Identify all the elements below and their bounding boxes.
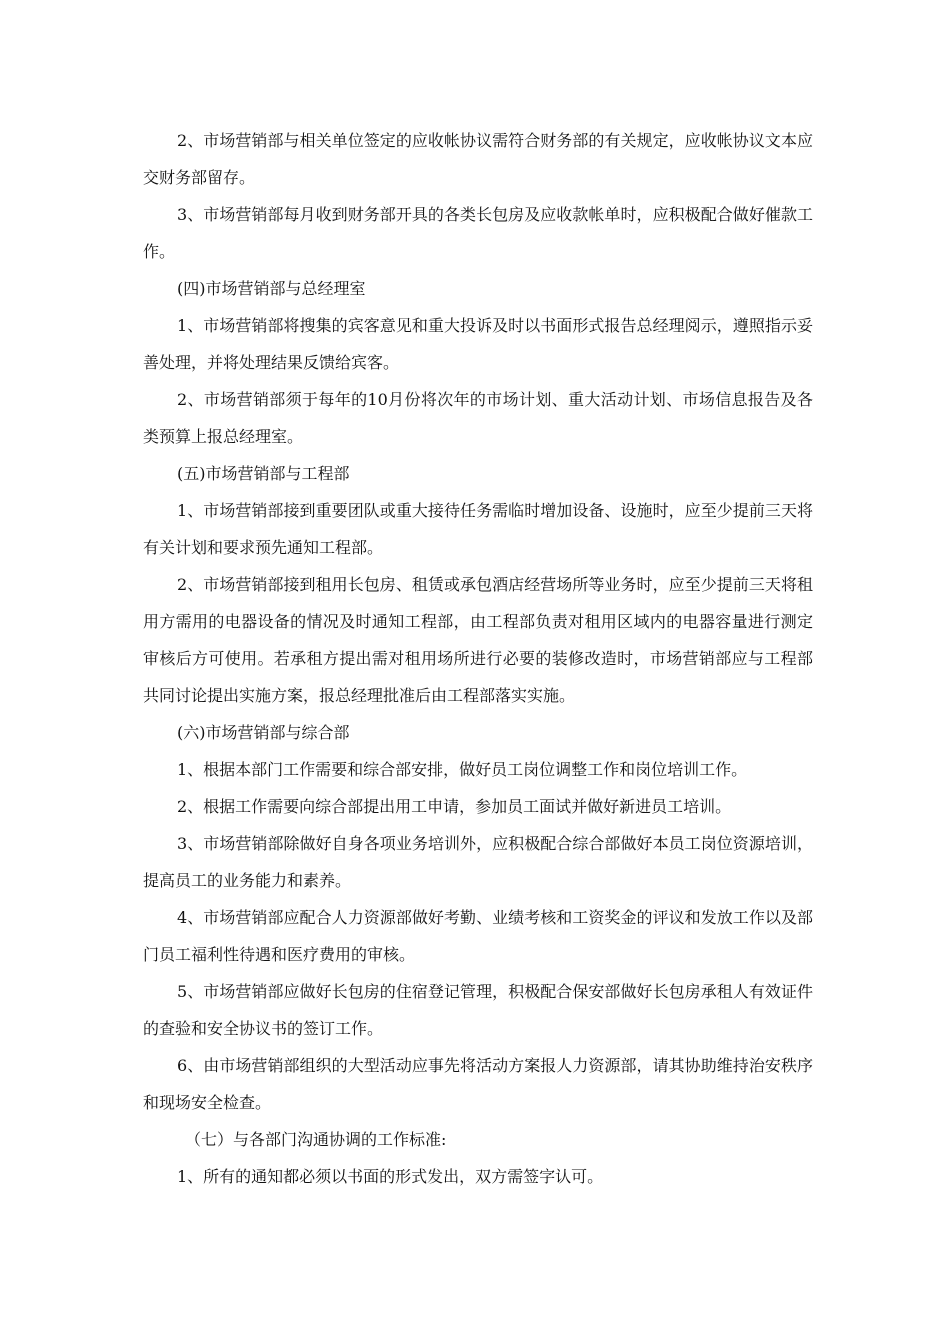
paragraph: 2、市场营销部接到租用长包房、租赁或承包酒店经营场所等业务时，应至少提前三天将租用方需用的电器设备的情况及时通知工程部，由工程部负责对租用区域内的电器容量进行测定审核后方可使用。若承租方提出需对租用场所进行必要的装修改造时，市场营销部应与工程部共同讨论提出实施方案，报总经理批准后由工程部落实实施。 [143,575,813,705]
section-heading: (四)市场营销部与总经理室 [177,279,366,298]
paragraph: 2、市场营销部须于每年的10月份将次年的市场计划、重大活动计划、市场信息报告及各类预算上报总经理室。 [143,390,813,446]
paragraph: 1、市场营销部将搜集的宾客意见和重大投诉及时以书面形式报告总经理阅示，遵照指示妥善处理，并将处理结果反馈给宾客。 [143,316,813,372]
section-heading: (五)市场营销部与工程部 [177,464,350,483]
paragraph: 2、市场营销部与相关单位签定的应收帐协议需符合财务部的有关规定，应收帐协议文本应交财务部留存。 [143,131,813,187]
document-body [143,122,813,1195]
paragraph: 1、市场营销部接到重要团队或重大接待任务需临时增加设备、设施时，应至少提前三天将有关计划和要求预先通知工程部。 [143,501,813,557]
paragraph: 6、由市场营销部组织的大型活动应事先将活动方案报人力资源部，请其协助维持治安秩序和现场安全检查。 [143,1056,813,1112]
paragraph: 3、市场营销部除做好自身各项业务培训外，应积极配合综合部做好本员工岗位资源培训，提高员工的业务能力和素养。 [143,834,813,890]
paragraph: 1、所有的通知都必须以书面的形式发出，双方需签字认可。 [177,1167,604,1186]
paragraph: 5、市场营销部应做好长包房的住宿登记管理，积极配合保安部做好长包房承租人有效证件的查验和安全协议书的签订工作。 [143,982,813,1038]
paragraph: 2、根据工作需要向综合部提出用工申请，参加员工面试并做好新进员工培训。 [177,797,732,816]
paragraph: 3、市场营销部每月收到财务部开具的各类长包房及应收款帐单时，应积极配合做好催款工作。 [143,205,813,261]
section-heading: （七）与各部门沟通协调的工作标准: [185,1130,447,1149]
section-heading: (六)市场营销部与综合部 [177,723,350,742]
paragraph: 4、市场营销部应配合人力资源部做好考勤、业绩考核和工资奖金的评议和发放工作以及部门员工福利性待遇和医疗费用的审核。 [143,908,813,964]
paragraph: 1、根据本部门工作需要和综合部安排，做好员工岗位调整工作和岗位培训工作。 [177,760,748,779]
